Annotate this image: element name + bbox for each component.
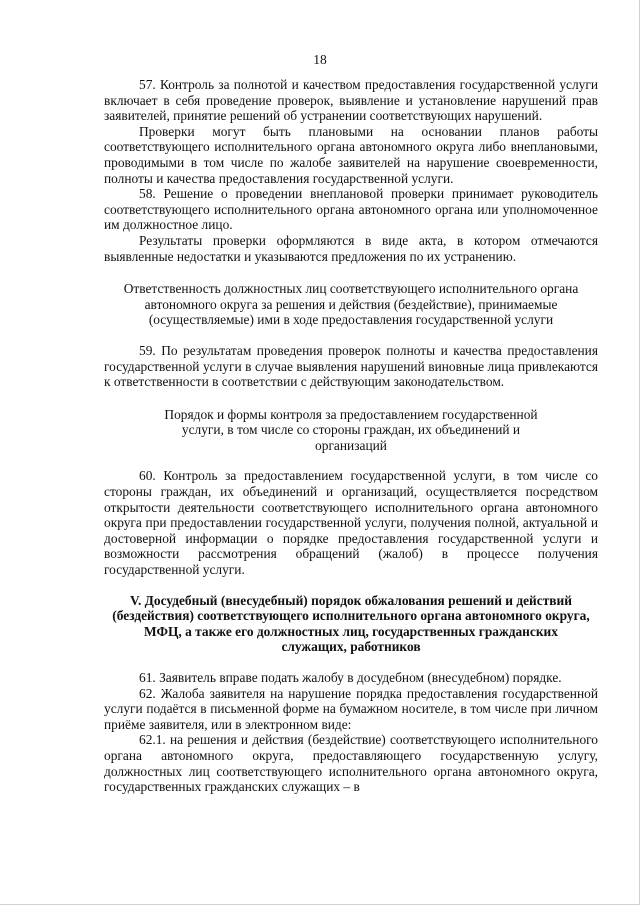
paragraph-57-inspections: Проверки могут быть плановыми на основании планов работы соответствующего исполнительного органа автономного округа либо внеплановыми, проводимыми в том числе по жалобе заявителей на нарушение своевременности, полноты и качества предоставления государственной услуги.: [104, 123, 598, 186]
page-number: 18: [313, 52, 327, 67]
heading-control: Порядок и формы контроля за предоставлением государственной услуги, в том числе со стороны граждан, их объединений и организаций: [164, 406, 538, 453]
heading-responsibility: Ответственность должностных лиц соответствующего исполнительного органа автономного округа за решения и действия (бездействие), принимаемые (осуществляемые) ими в ходе предоставления государственной услуги: [123, 281, 579, 328]
paragraph-62: 62. Жалоба заявителя на нарушение порядка предоставления государственной услуги подаётся в письменной форме на бумажном носителе, в том числе при личном приёме заявителя, или в электронном виде:: [104, 685, 598, 732]
paragraph-57: 57. Контроль за полнотой и качеством предоставления государственной услуги включает в себя проведение проверок, выявление и установление нарушений прав заявителей, принятие решений об устранении соответствующих нарушений.: [104, 77, 598, 124]
paragraph-61: 61. Заявитель вправе подать жалобу в досудебном (внесудебном) порядке.: [139, 670, 562, 685]
section-5-heading: V. Досудебный (внесудебный) порядок обжалования решений и действий (бездействия) соответствующего исполнительного органа автономного округа, МФЦ, а также его должностных лиц, государственных гражданских служащих, работников: [112, 592, 590, 655]
paragraph-58: 58. Решение о проведении внеплановой проверки принимает руководитель соответствующего исполнительного органа автономного органа или уполномоченное им должностное лицо.: [104, 186, 598, 233]
paragraph-60: 60. Контроль за предоставлением государственной услуги, в том числе со стороны граждан, их объединений и организаций, осуществляется посредством открытости деятельности соответствующего исполнительного органа автономного округа при предоставлении государственной услуги, получения полной, актуальной и достоверной информации о порядке предоставления государственной услуги и возможности рассмотрения обращений (жалоб) в процессе получения государственной услуги.: [104, 468, 598, 578]
paragraph-59: 59. По результатам проведения проверок полноты и качества предоставления государственной услуги в случае выявления нарушений виновные лица привлекаются к ответственности в соответствии с действующим законодательством.: [104, 342, 598, 390]
document-body: [104, 77, 598, 795]
paragraph-62-1: 62.1. на решения и действия (бездействие) соответствующего исполнительного органа автономного округа, предоставляющего государственную услугу, должностных лиц соответствующего исполнительного органа автономного округа, государственных гражданских служащих – в: [104, 732, 598, 795]
paragraph-58-results: Результаты проверки оформляются в виде акта, в котором отмечаются выявленные недостатки и указываются предложения по их устранению.: [104, 232, 598, 264]
